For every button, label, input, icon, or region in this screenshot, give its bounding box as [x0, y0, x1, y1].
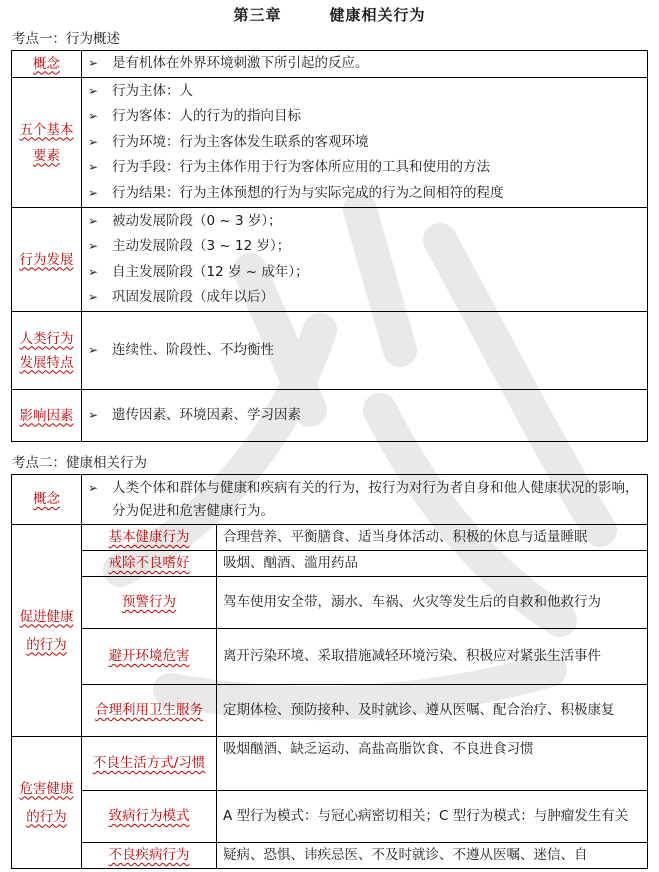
row-label-promote: 促进健康的行为	[19, 608, 74, 653]
behavior-overview-table	[11, 50, 648, 442]
behavior-desc: 疑病、恐惧、讳疾忌医、不及时就诊、不遵从医嘱、迷信、自	[217, 843, 648, 869]
chapter-number: 第三章	[233, 6, 282, 24]
row-label-harm: 危害健康的行为	[19, 780, 74, 825]
list-item: ➢ 行为主体：人	[86, 79, 643, 105]
section-2-heading: 考点二：健康相关行为	[12, 455, 147, 471]
list-item: ➢ 人类个体和群体与健康和疾病有关的行为，按行为对行为者自身和他人健康状况的影响，分为促进和危害健康行为。	[86, 477, 643, 523]
behavior-desc: 定期体检、预防接种、及时就诊、遵从医嘱、配合治疗、积极康复	[217, 685, 648, 737]
table-row	[12, 51, 648, 78]
list-item: ➢ 遗传因素、环境因素、学习因素	[86, 403, 643, 429]
table-row	[12, 577, 648, 629]
row-label-factors: 影响因素	[19, 407, 74, 424]
list-item: ➢ 是有机体在外界环境刺激下所引起的反应。	[86, 51, 643, 77]
chapter-name: 健康相关行为	[329, 6, 426, 24]
table-row	[12, 791, 648, 843]
table-row	[12, 78, 648, 208]
behavior-desc: 吸烟酗酒、缺乏运动、高盐高脂饮食、不良进食习惯	[217, 737, 648, 791]
behavior-desc: A 型行为模式：与冠心病密切相关；C 型行为模式：与肿瘤发生有关	[217, 791, 648, 843]
table-row	[12, 737, 648, 791]
behavior-desc: 驾车使用安全带，溺水、车祸、火灾等发生后的自救和他救行为	[217, 577, 648, 629]
table-row	[12, 843, 648, 869]
row-label-development: 行为发展	[19, 251, 74, 268]
behavior-name: 戒除不良嗜好	[108, 555, 190, 571]
list-item: ➢ 行为客体：人的行为的指向目标	[86, 104, 643, 130]
list-item: ➢ 行为环境：行为主客体发生联系的客观环境	[86, 130, 643, 156]
row-label-concept: 概念	[33, 55, 60, 72]
row-label-characteristics: 人类行为发展特点	[19, 330, 74, 371]
section-1-heading: 考点一：行为概述	[12, 31, 120, 47]
list-item: ➢ 主动发展阶段（3 ~ 12 岁）；	[86, 234, 643, 260]
list-item: ➢ 连续性、阶段性、不均衡性	[86, 338, 643, 364]
table-row	[12, 525, 648, 551]
table-row	[12, 312, 648, 390]
list-item: ➢ 行为手段：行为主体作用于行为客体所应用的工具和使用的方法	[86, 155, 643, 181]
behavior-name: 不良疾病行为	[108, 847, 190, 863]
row-label-elements: 五个基本要素	[19, 121, 74, 164]
table-row	[12, 208, 648, 312]
chapter-title	[0, 4, 659, 25]
health-behavior-table	[11, 474, 648, 869]
table-row	[12, 475, 648, 525]
table-row	[12, 390, 648, 442]
table-row	[12, 685, 648, 737]
list-item: ➢ 被动发展阶段（0 ~ 3 岁）；	[86, 209, 643, 235]
behavior-name: 致病行为模式	[108, 808, 190, 824]
row-label-concept: 概念	[33, 491, 60, 507]
behavior-desc: 离开污染环境、采取措施减轻环境污染、积极应对紧张生活事件	[217, 629, 648, 685]
list-item: ➢ 行为结果：行为主体预想的行为与实际完成的行为之间相符的程度	[86, 181, 643, 207]
behavior-name: 避开环境危害	[108, 648, 190, 664]
behavior-name: 基本健康行为	[108, 529, 190, 545]
behavior-name: 不良生活方式/习惯	[92, 755, 206, 771]
behavior-desc: 合理营养、平衡膳食、适当身体活动、积极的休息与适量睡眠	[217, 525, 648, 551]
table-row	[12, 551, 648, 577]
list-item: ➢ 自主发展阶段（12 岁 ~ 成年）；	[86, 260, 643, 286]
table-row	[12, 629, 648, 685]
behavior-name: 预警行为	[122, 594, 176, 610]
behavior-name: 合理利用卫生服务	[95, 702, 203, 718]
behavior-desc: 吸烟、酗酒、滥用药品	[217, 551, 648, 577]
list-item: ➢ 巩固发展阶段（成年以后）	[86, 285, 643, 311]
